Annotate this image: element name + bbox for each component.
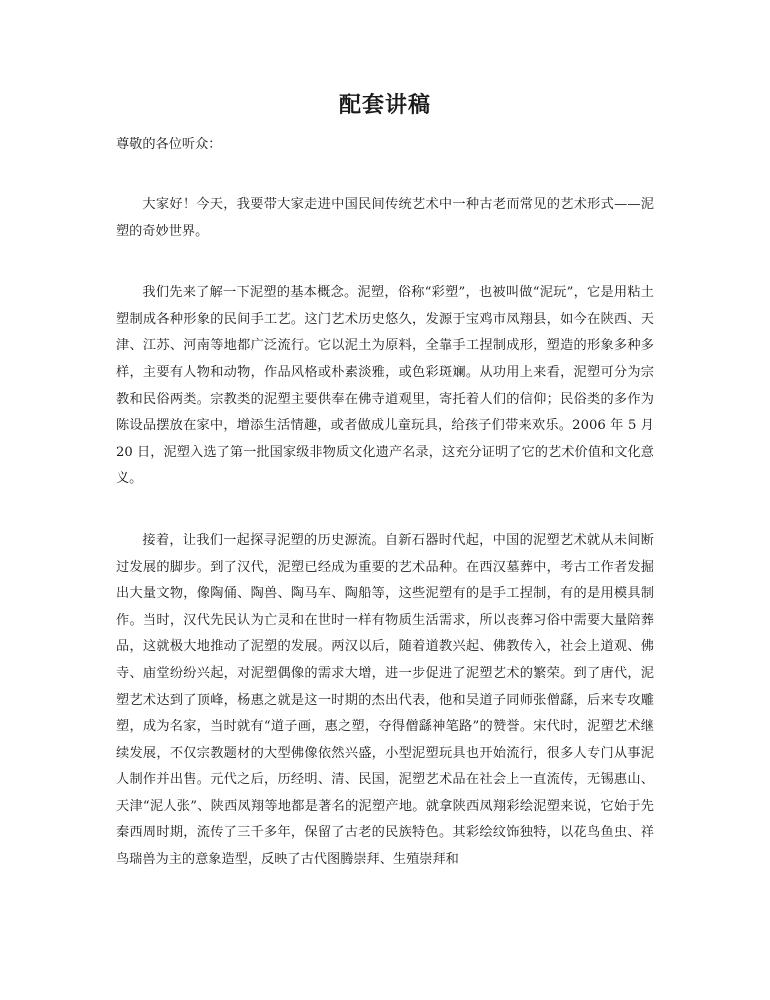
- document-page: [116, 88, 654, 909]
- paragraph-concept: 我们先来了解一下泥塑的基本概念。泥塑，俗称“彩塑”，也被叫做“泥玩”，它是用粘土塑制成各种形象的民间手工艺。这门艺术历史悠久，发源于宝鸡市凤翔县，如今在陕西、天津、江苏、河南等地都广泛流行。它以泥土为原料，全靠手工捏制成形，塑造的形象多种多样，主要有人物和动物，作品风格或朴素淡雅，或色彩斑斓。从功用上来看，泥塑可分为宗教和民俗两类。宗教类的泥塑主要供奉在佛寺道观里，寄托着人们的信仰；民俗类的多作为陈设品摆放在家中，增添生活情趣，或者做成儿童玩具，给孩子们带来欢乐。2006 年 5 月 20 日，泥塑入选了第一批国家级非物质文化遗产名录，这充分证明了它的艺术价值和文化意义。: [116, 285, 654, 487]
- salutation: 尊敬的各位听众：: [116, 137, 222, 152]
- document-title: 配套讲稿: [338, 92, 431, 118]
- paragraph-intro: 大家好！今天，我要带大家走进中国民间传统艺术中一种古老而常见的艺术形式——泥塑的奇妙世界。: [116, 197, 654, 239]
- paragraph-history: 接着，让我们一起探寻泥塑的历史源流。自新石器时代起，中国的泥塑艺术就从未间断过发展的脚步。到了汉代，泥塑已经成为重要的艺术品种。在西汉墓葬中，考古工作者发掘出大量文物，像陶俑、陶兽、陶马车、陶船等，这些泥塑有的是手工捏制，有的是用模具制作。当时，汉代先民认为亡灵和在世时一样有物质生活需求，所以丧葬习俗中需要大量陪葬品，这就极大地推动了泥塑的发展。两汉以后，随着道教兴起、佛教传入，社会上道观、佛寺、庙堂纷纷兴起，对泥塑偶像的需求大增，进一步促进了泥塑艺术的繁荣。到了唐代，泥塑艺术达到了顶峰，杨惠之就是这一时期的杰出代表，他和吴道子同师张僧繇，后来专攻雕塑，成为名家，当时就有“道子画，惠之塑，夺得僧繇神笔路”的赞誉。宋代时，泥塑艺术继续发展，不仅宗教题材的大型佛像依然兴盛，小型泥塑玩具也开始流行，很多人专门从事泥人制作并出售。元代之后，历经明、清、民国，泥塑艺术品在社会上一直流传，无锡惠山、天津“泥人张”、陕西凤翔等地都是著名的泥塑产地。就拿陕西凤翔彩绘泥塑来说，它始于先秦西周时期，流传了三千多年，保留了古老的民族特色。其彩绘纹饰独特，以花鸟鱼虫、祥鸟瑞兽为主的意象造型，反映了古代图腾崇拜、生殖崇拜和: [116, 532, 654, 868]
